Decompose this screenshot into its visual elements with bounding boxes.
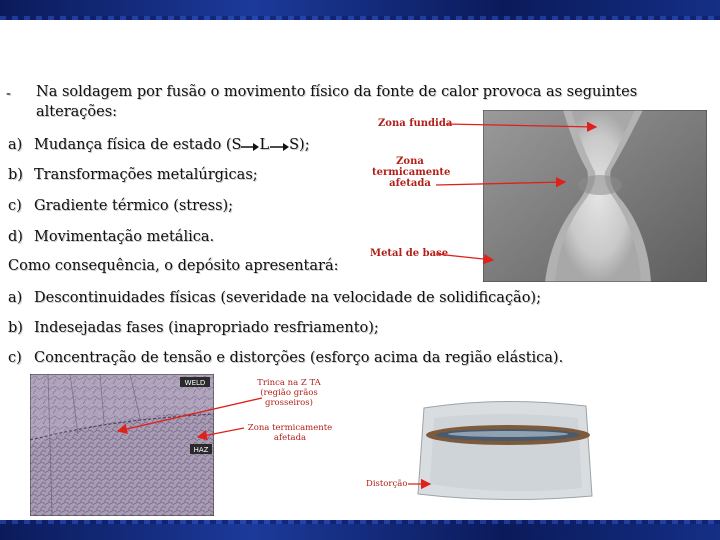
label-trinca-line3: grosseiros)	[265, 398, 313, 408]
result-text-a: Descontinuidades físicas (severidade na velocidade de solidificação);	[34, 290, 541, 306]
effect-text-c: Gradiente térmico (stress);	[34, 198, 234, 214]
label-weld: WELD	[184, 379, 206, 387]
intro-dash: -	[6, 86, 11, 102]
effect-text-d: Movimentação metálica.	[34, 229, 215, 245]
result-text-b: Indesejadas fases (inapropriado resfriamento);	[34, 320, 379, 336]
arrow-metal-base	[436, 254, 493, 260]
label-zta-micro-line2: afetada	[273, 433, 307, 443]
label-haz: HAZ	[193, 446, 209, 454]
effect-a-liquid: L	[259, 137, 270, 153]
arrow-zta	[436, 182, 565, 185]
label-metal-base: Metal de base	[370, 248, 449, 259]
arrow-trinca	[118, 398, 262, 431]
label-zona-fundida: Zona fundida	[378, 118, 453, 129]
arrow-zta-micro	[198, 428, 244, 437]
label-trinca-line1: Trinca na Z TA	[257, 378, 321, 388]
label-zta-macro-line1: Zona	[396, 156, 424, 167]
intro-line-1: Na soldagem por fusão o movimento físico da fonte de calor provoca as seguintes	[36, 84, 638, 100]
effect-a-solid: S);	[289, 137, 310, 153]
effect-marker-b: b)	[8, 167, 23, 183]
label-zta-macro-line2: termicamente	[372, 167, 451, 178]
effect-text-b: Transformações metalúrgicas;	[34, 167, 258, 183]
result-marker-a: a)	[8, 290, 23, 306]
label-distorcao: Distorção	[366, 479, 408, 489]
effect-marker-d: d)	[8, 229, 23, 245]
effect-a-label: Mudança física de estado (S	[34, 137, 242, 153]
bottom-banner	[0, 520, 720, 540]
arrow-zona-fundida	[446, 124, 596, 127]
effect-marker-a: a)	[8, 137, 23, 153]
label-zta-macro-line3: afetada	[389, 178, 431, 189]
intro-line-2: alterações:	[36, 104, 118, 120]
consequence-text: Como consequência, o depósito apresentará:	[8, 258, 339, 274]
effect-marker-c: c)	[8, 198, 22, 214]
result-marker-c: c)	[8, 350, 22, 366]
label-zta-micro-line1: Zona termicamente	[247, 423, 333, 433]
label-trinca-line2: (região grãos	[260, 388, 318, 398]
result-text-c: Concentração de tensão e distorções (esforço acima da região elástica).	[34, 350, 564, 366]
result-marker-b: b)	[8, 320, 23, 336]
